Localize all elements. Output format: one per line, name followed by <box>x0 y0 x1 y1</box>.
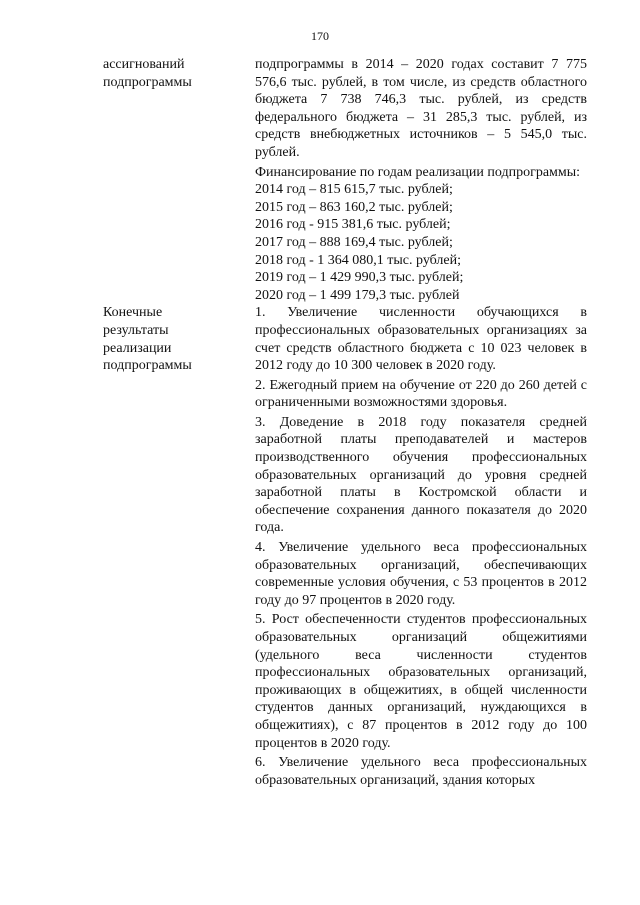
row-label-financing <box>103 56 255 304</box>
result-item: 3. Доведение в 2018 году показателя средней заработной платы преподавателей и мастеров производственного обучения профессиональных образовательных организаций до уровня средней заработной платы в Костромской области и обеспечение сохранения данного показателя до 2020 года. <box>255 414 587 536</box>
result-item: 6. Увеличение удельного веса профессиональных образовательных организаций, здания которых <box>255 755 587 788</box>
financing-year-item: 2020 год – 1 499 179,3 тыс. рублей <box>255 287 460 303</box>
table-row-financing <box>103 56 587 304</box>
financing-year-item: 2014 год – 815 615,7 тыс. рублей; <box>255 182 453 198</box>
financing-total-paragraph: подпрограммы в 2014 – 2020 годах составит 7 775 576,6 тыс. рублей, в том числе, из средств областного бюджета 7 738 746,3 тыс. рублей, из средств федерального бюджета – 31 285,3 тыс. рублей, из средств внебюджетных источников – 5 545,0 тыс. рублей. <box>255 57 587 160</box>
financing-year-item: 2016 год - 915 381,6 тыс. рублей; <box>255 217 451 233</box>
label-financing: ассигнований подпрограммы <box>103 57 192 90</box>
row-body-results <box>255 304 587 791</box>
page-number: 170 <box>311 29 329 43</box>
result-item: 2. Ежегодный прием на обучение от 220 до 260 детей с ограниченными возможностями здоровья. <box>255 377 587 411</box>
result-item: 1. Увеличение численности обучающихся в профессиональных образовательных организациях за счет средств областного бюджета с 10 023 человек в 2012 году до 10 300 человек в 2020 году. <box>255 305 587 374</box>
label-results: Конечные результаты реализации подпрограммы <box>103 305 192 374</box>
financing-year-item: 2015 год – 863 160,2 тыс. рублей; <box>255 199 453 215</box>
result-item: 5. Рост обеспеченности студентов профессиональных образовательных организаций общежитиями (удельного веса численности студентов профессиональных образовательных организаций, проживающих в общежитиях, в общей численности студентов данных организаций, нуждающихся в общежитиях), с 87 процентов в 2012 году до 100 процентов в 2020 году. <box>255 612 587 751</box>
financing-year-item: 2018 год - 1 364 080,1 тыс. рублей; <box>255 252 462 268</box>
table-row-results <box>103 304 587 791</box>
financing-year-item: 2017 год – 888 169,4 тыс. рублей; <box>255 234 453 250</box>
row-body-financing <box>255 56 587 304</box>
financing-year-item: 2019 год – 1 429 990,3 тыс. рублей; <box>255 270 464 286</box>
passport-table <box>103 56 587 791</box>
row-label-results <box>103 304 255 791</box>
financing-year-list <box>255 181 587 304</box>
financing-by-years-heading: Финансирование по годам реализации подпрограммы: <box>255 164 581 180</box>
result-item: 4. Увеличение удельного веса профессиональных образовательных организаций, обеспечивающих современные условия обучения, с 53 процентов в 2012 году до 97 процентов в 2020 году. <box>255 540 587 608</box>
